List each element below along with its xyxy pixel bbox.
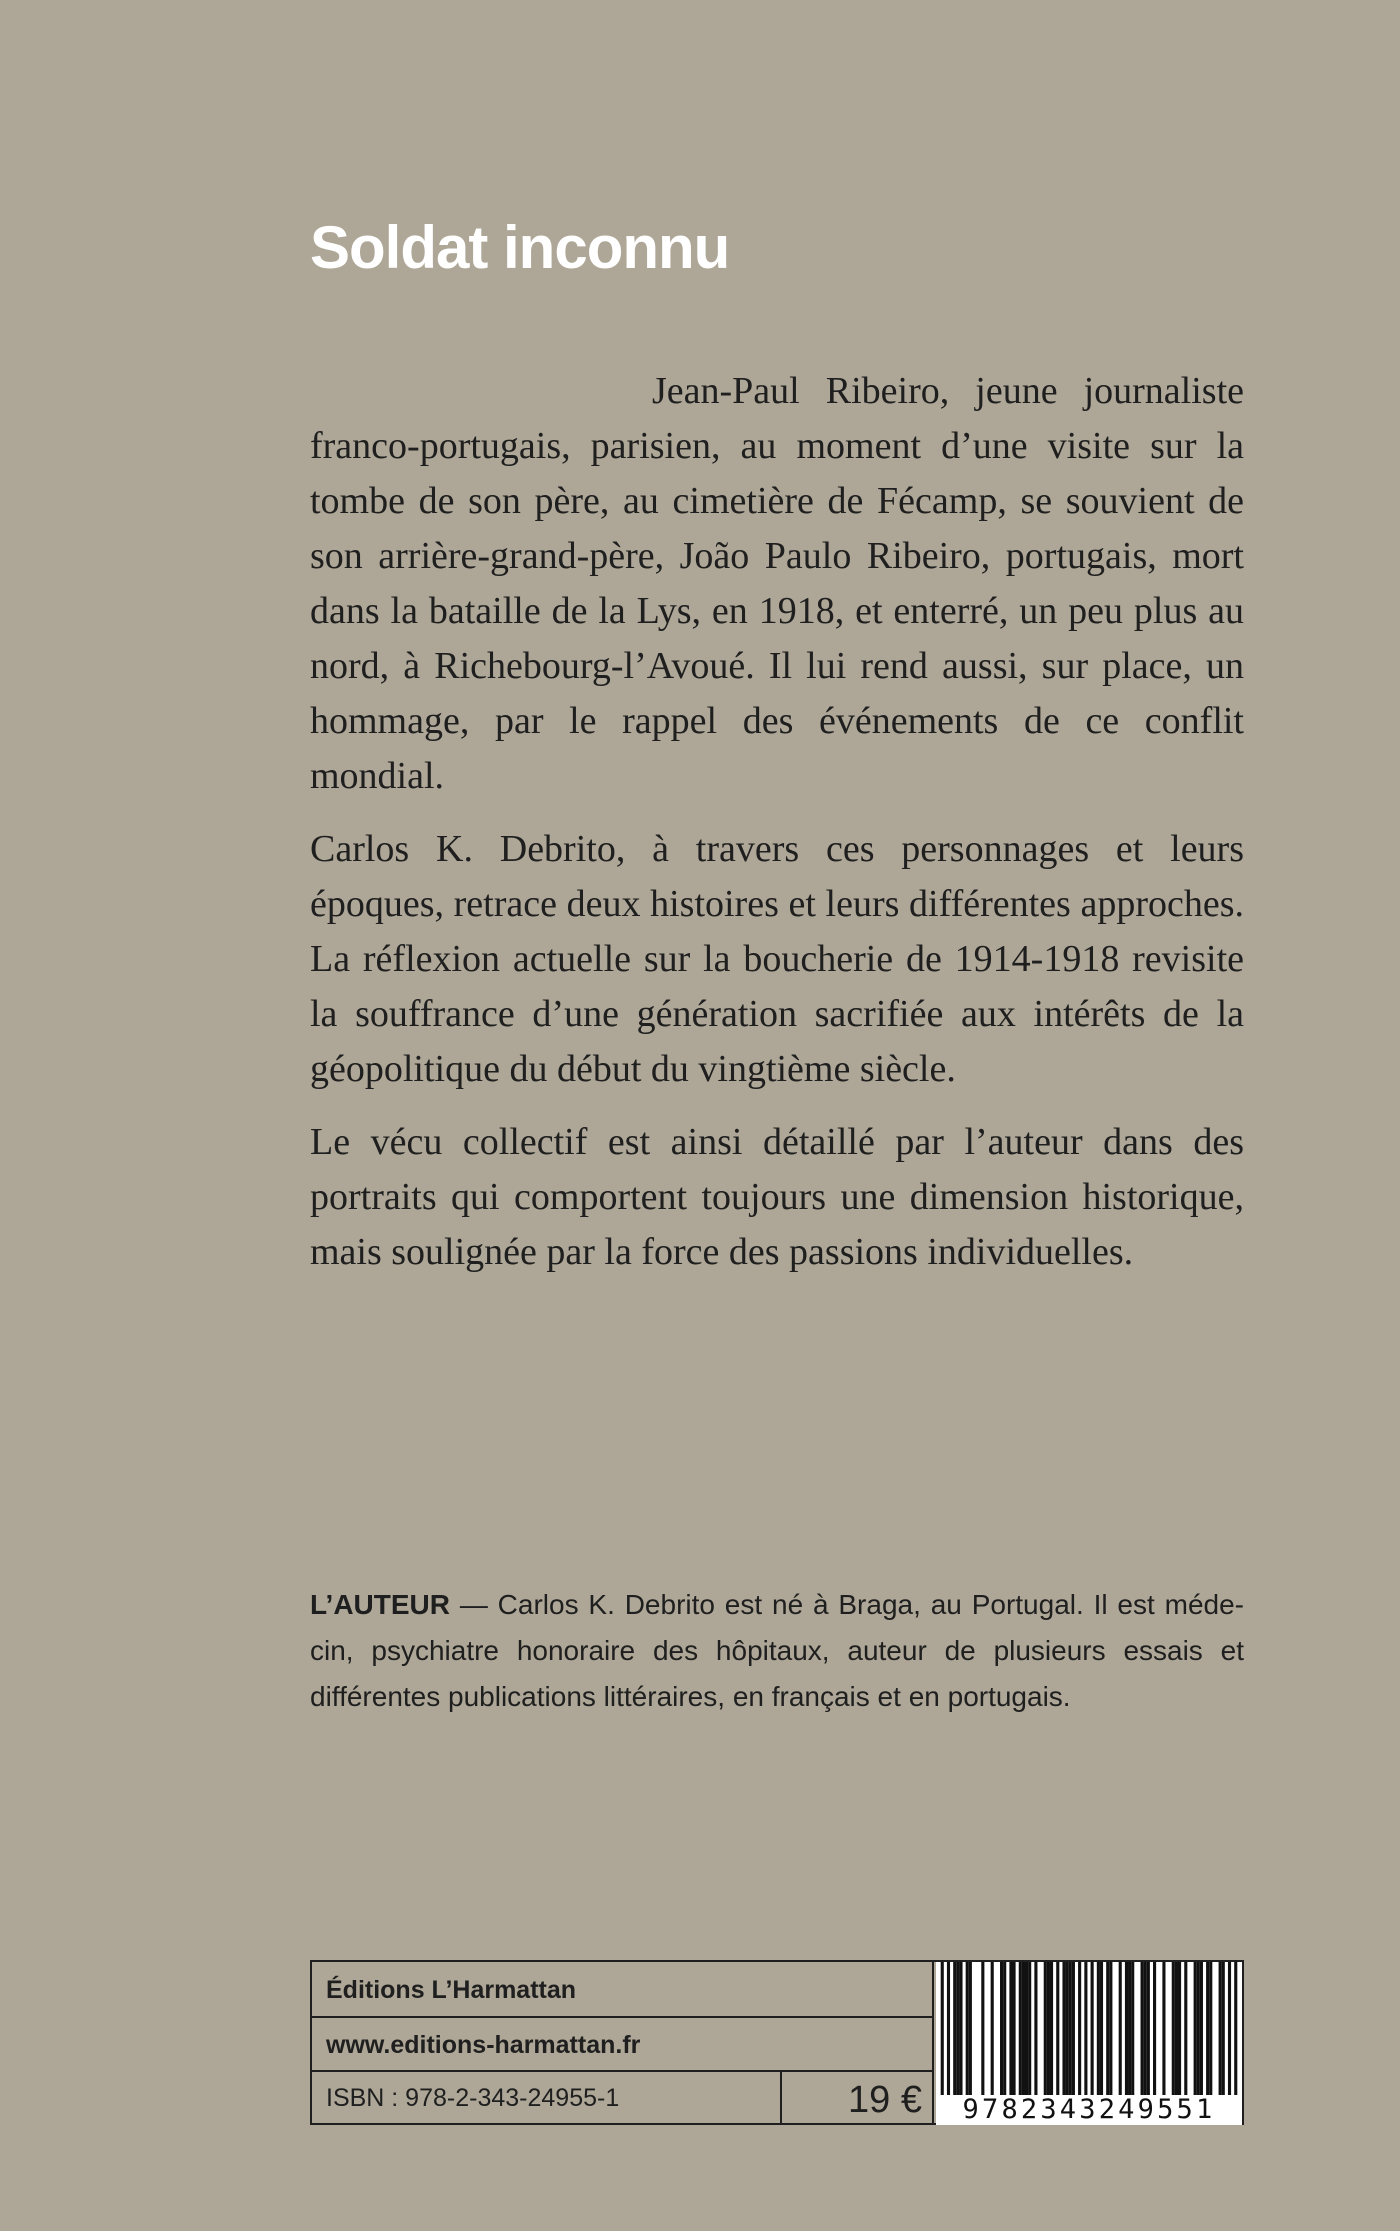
barcode-bar	[1009, 1962, 1012, 2100]
imprint-box	[310, 1960, 1244, 2125]
barcode-bar	[981, 1962, 984, 2100]
barcode-bar	[1069, 1962, 1072, 2100]
barcode-bar	[1019, 1962, 1022, 2100]
barcode-bar	[1084, 1962, 1087, 2100]
isbn-price-row	[312, 2072, 932, 2125]
barcode-bar	[1013, 1962, 1016, 2100]
barcode-bar	[1109, 1962, 1112, 2100]
barcode-bar	[1025, 1962, 1028, 2100]
barcode-bar	[1047, 1962, 1050, 2100]
blurb	[310, 364, 1244, 1298]
price: 19 €	[848, 2079, 922, 2121]
barcode-bar	[1141, 1962, 1144, 2100]
barcode-bar	[1125, 1962, 1128, 2100]
barcode-bar	[1003, 1962, 1006, 2100]
barcode-bar	[1050, 1962, 1053, 2100]
barcode-bar	[1197, 1962, 1200, 2100]
barcode-bar	[1066, 1962, 1069, 2100]
barcode-bar	[1144, 1962, 1147, 2100]
isbn: ISBN : 978-2-343-24955-1	[326, 2084, 620, 2112]
blurb-paragraph-2: Carlos K. Debrito, à travers ces personnages et leurs époques, retrace deux histoires et leurs différentes approches. La réflexion actuelle sur la boucherie de 1914-1918 revisite la souffrance d’une génération sacrifiée aux intérêts de la géopolitique du début du vingtième siècle.	[310, 828, 1244, 1090]
barcode-bar	[1206, 1962, 1209, 2100]
barcode-bar	[969, 1962, 972, 2100]
price-divider	[780, 2072, 782, 2125]
publisher-name: Éditions L’Harmattan	[312, 1962, 932, 2018]
barcode-bar	[1209, 1962, 1212, 2100]
barcode-bar	[956, 1962, 959, 2100]
barcode-bar	[1028, 1962, 1031, 2100]
barcode-bar	[1106, 1962, 1109, 2100]
barcode-bars	[936, 1962, 1242, 2100]
imprint-info	[312, 1962, 934, 2123]
barcode-bar	[1147, 1962, 1150, 2100]
barcode-bar	[966, 1962, 969, 2100]
publisher-website: www.editions-harmattan.fr	[312, 2018, 932, 2072]
barcode-bar	[1175, 1962, 1178, 2100]
author-label: L’AUTEUR	[310, 1589, 450, 1620]
author-bio-text: Carlos K. Debrito est né à Braga, au Portugal. Il est médecin, psychiatre honoraire des hôpitaux, auteur de plusieurs essais et différentes publications littéraires, en français et en portugais.	[310, 1589, 1244, 1712]
barcode-bar	[991, 1962, 994, 2100]
barcode-bar	[953, 1962, 956, 2100]
barcode-bar	[947, 1962, 950, 2100]
barcode-bar	[1044, 1962, 1047, 2100]
barcode-bar	[941, 1962, 944, 2100]
barcode-bar	[1222, 1962, 1225, 2100]
barcode-digits: 9782343249551	[936, 2095, 1242, 2125]
barcode-bar	[1200, 1962, 1203, 2100]
barcode-bar	[1172, 1962, 1175, 2100]
barcode-bar	[1162, 1962, 1165, 2100]
barcode-bar	[1131, 1962, 1134, 2100]
author-dash: —	[450, 1589, 498, 1620]
barcode-bar	[1062, 1962, 1065, 2100]
barcode-bar	[959, 1962, 962, 2100]
barcode-bar	[1234, 1962, 1237, 2100]
barcode	[936, 1962, 1242, 2123]
barcode-bar	[1056, 1962, 1059, 2100]
barcode-bar	[1022, 1962, 1025, 2100]
barcode-bar	[1228, 1962, 1231, 2100]
barcode-bar	[1184, 1962, 1187, 2100]
barcode-bar	[1097, 1962, 1100, 2100]
barcode-bar	[1119, 1962, 1122, 2100]
blurb-paragraph-1: Jean-Paul Ribeiro, jeune journaliste franco-portugais, parisien, au moment d’une visite sur la tombe de son père, au cimetière de Fécamp, se souvient de son arrière-grand-père, João Paulo Ribeiro, portugais, mort dans la bataille de la Lys, en 1918, et enterré, un peu plus au nord, à Richebourg-l’Avoué. Il lui rend aussi, sur place, un hommage, par le rappel des événements de ce conflit mondial.	[310, 370, 1244, 797]
barcode-bar	[1091, 1962, 1094, 2100]
blurb-paragraph-3: Le vécu collectif est ainsi détaillé par l’auteur dans des portraits qui comportent toujours une dimension historique, mais soulignée par la force des passions individuelles.	[310, 1121, 1244, 1273]
barcode-bar	[1128, 1962, 1131, 2100]
author-bio	[310, 1582, 1244, 1720]
barcode-bar	[1072, 1962, 1075, 2100]
barcode-bar	[1034, 1962, 1037, 2100]
barcode-bar	[1100, 1962, 1103, 2100]
barcode-bar	[1219, 1962, 1222, 2100]
barcode-bar	[1153, 1962, 1156, 2100]
barcode-bar	[1178, 1962, 1181, 2100]
barcode-bar	[1000, 1962, 1003, 2100]
book-title: Soldat inconnu	[310, 214, 730, 281]
barcode-bar	[1078, 1962, 1081, 2100]
barcode-bar	[1194, 1962, 1197, 2100]
